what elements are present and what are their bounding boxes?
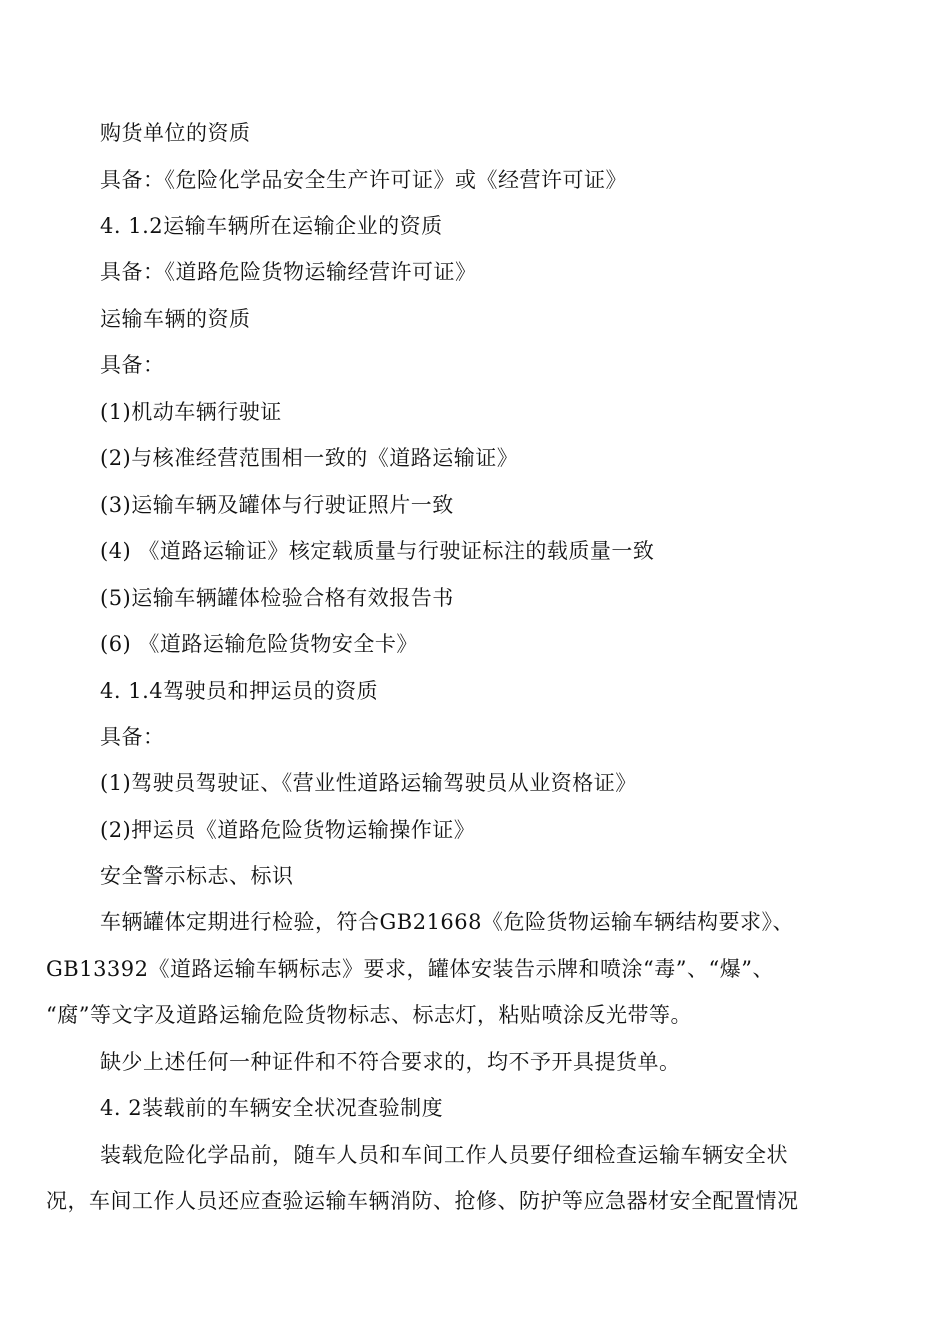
text-line: 运输车辆的资质 xyxy=(100,307,251,331)
text-line: 具备：《道路危险货物运输经营许可证》 xyxy=(100,260,477,284)
text-line: 具备： xyxy=(100,353,165,377)
section-heading: 4. 1.2运输车辆所在运输企业的资质 xyxy=(100,214,443,238)
list-item: (6) 《道路运输危险货物安全卡》 xyxy=(100,632,418,656)
text-line: 具备：《危险化学品安全生产许可证》或《经营许可证》 xyxy=(100,168,627,192)
paragraph-line: 况，车间工作人员还应查验运输车辆消防、抢修、防护等应急器材安全配置情况 xyxy=(46,1189,799,1213)
list-item: (2)与核准经营范围相一致的《道路运输证》 xyxy=(100,446,519,470)
paragraph-line: 缺少上述任何一种证件和不符合要求的，均不予开具提货单。 xyxy=(100,1050,681,1074)
list-item: (1)机动车辆行驶证 xyxy=(100,400,282,424)
text-line: 购货单位的资质 xyxy=(100,121,251,145)
list-item: (5)运输车辆罐体检验合格有效报告书 xyxy=(100,586,454,610)
section-heading: 4. 2装载前的车辆安全状况查验制度 xyxy=(100,1096,444,1120)
section-heading: 4. 1.4驾驶员和押运员的资质 xyxy=(100,679,379,703)
text-line: 具备： xyxy=(100,725,165,749)
paragraph-line: GB13392《道路运输车辆标志》要求，罐体安装告示牌和喷涂“毒”、“爆”、 xyxy=(46,957,774,981)
list-item: (2)押运员《道路危险货物运输操作证》 xyxy=(100,818,476,842)
list-item: (3)运输车辆及罐体与行驶证照片一致 xyxy=(100,493,454,517)
paragraph-line: 车辆罐体定期进行检验，符合GB21668《危险货物运输车辆结构要求》、 xyxy=(100,910,795,934)
list-item: (1)驾驶员驾驶证、《营业性道路运输驾驶员从业资格证》 xyxy=(100,771,637,795)
paragraph-line: 装载危险化学品前，随车人员和车间工作人员要仔细检查运输车辆安全状 xyxy=(100,1143,788,1167)
paragraph-line: “腐”等文字及道路运输危险货物标志、标志灯，粘贴喷涂反光带等。 xyxy=(46,1003,692,1027)
text-line: 安全警示标志、标识 xyxy=(100,864,294,888)
list-item: (4) 《道路运输证》核定载质量与行驶证标注的载质量一致 xyxy=(100,539,655,563)
